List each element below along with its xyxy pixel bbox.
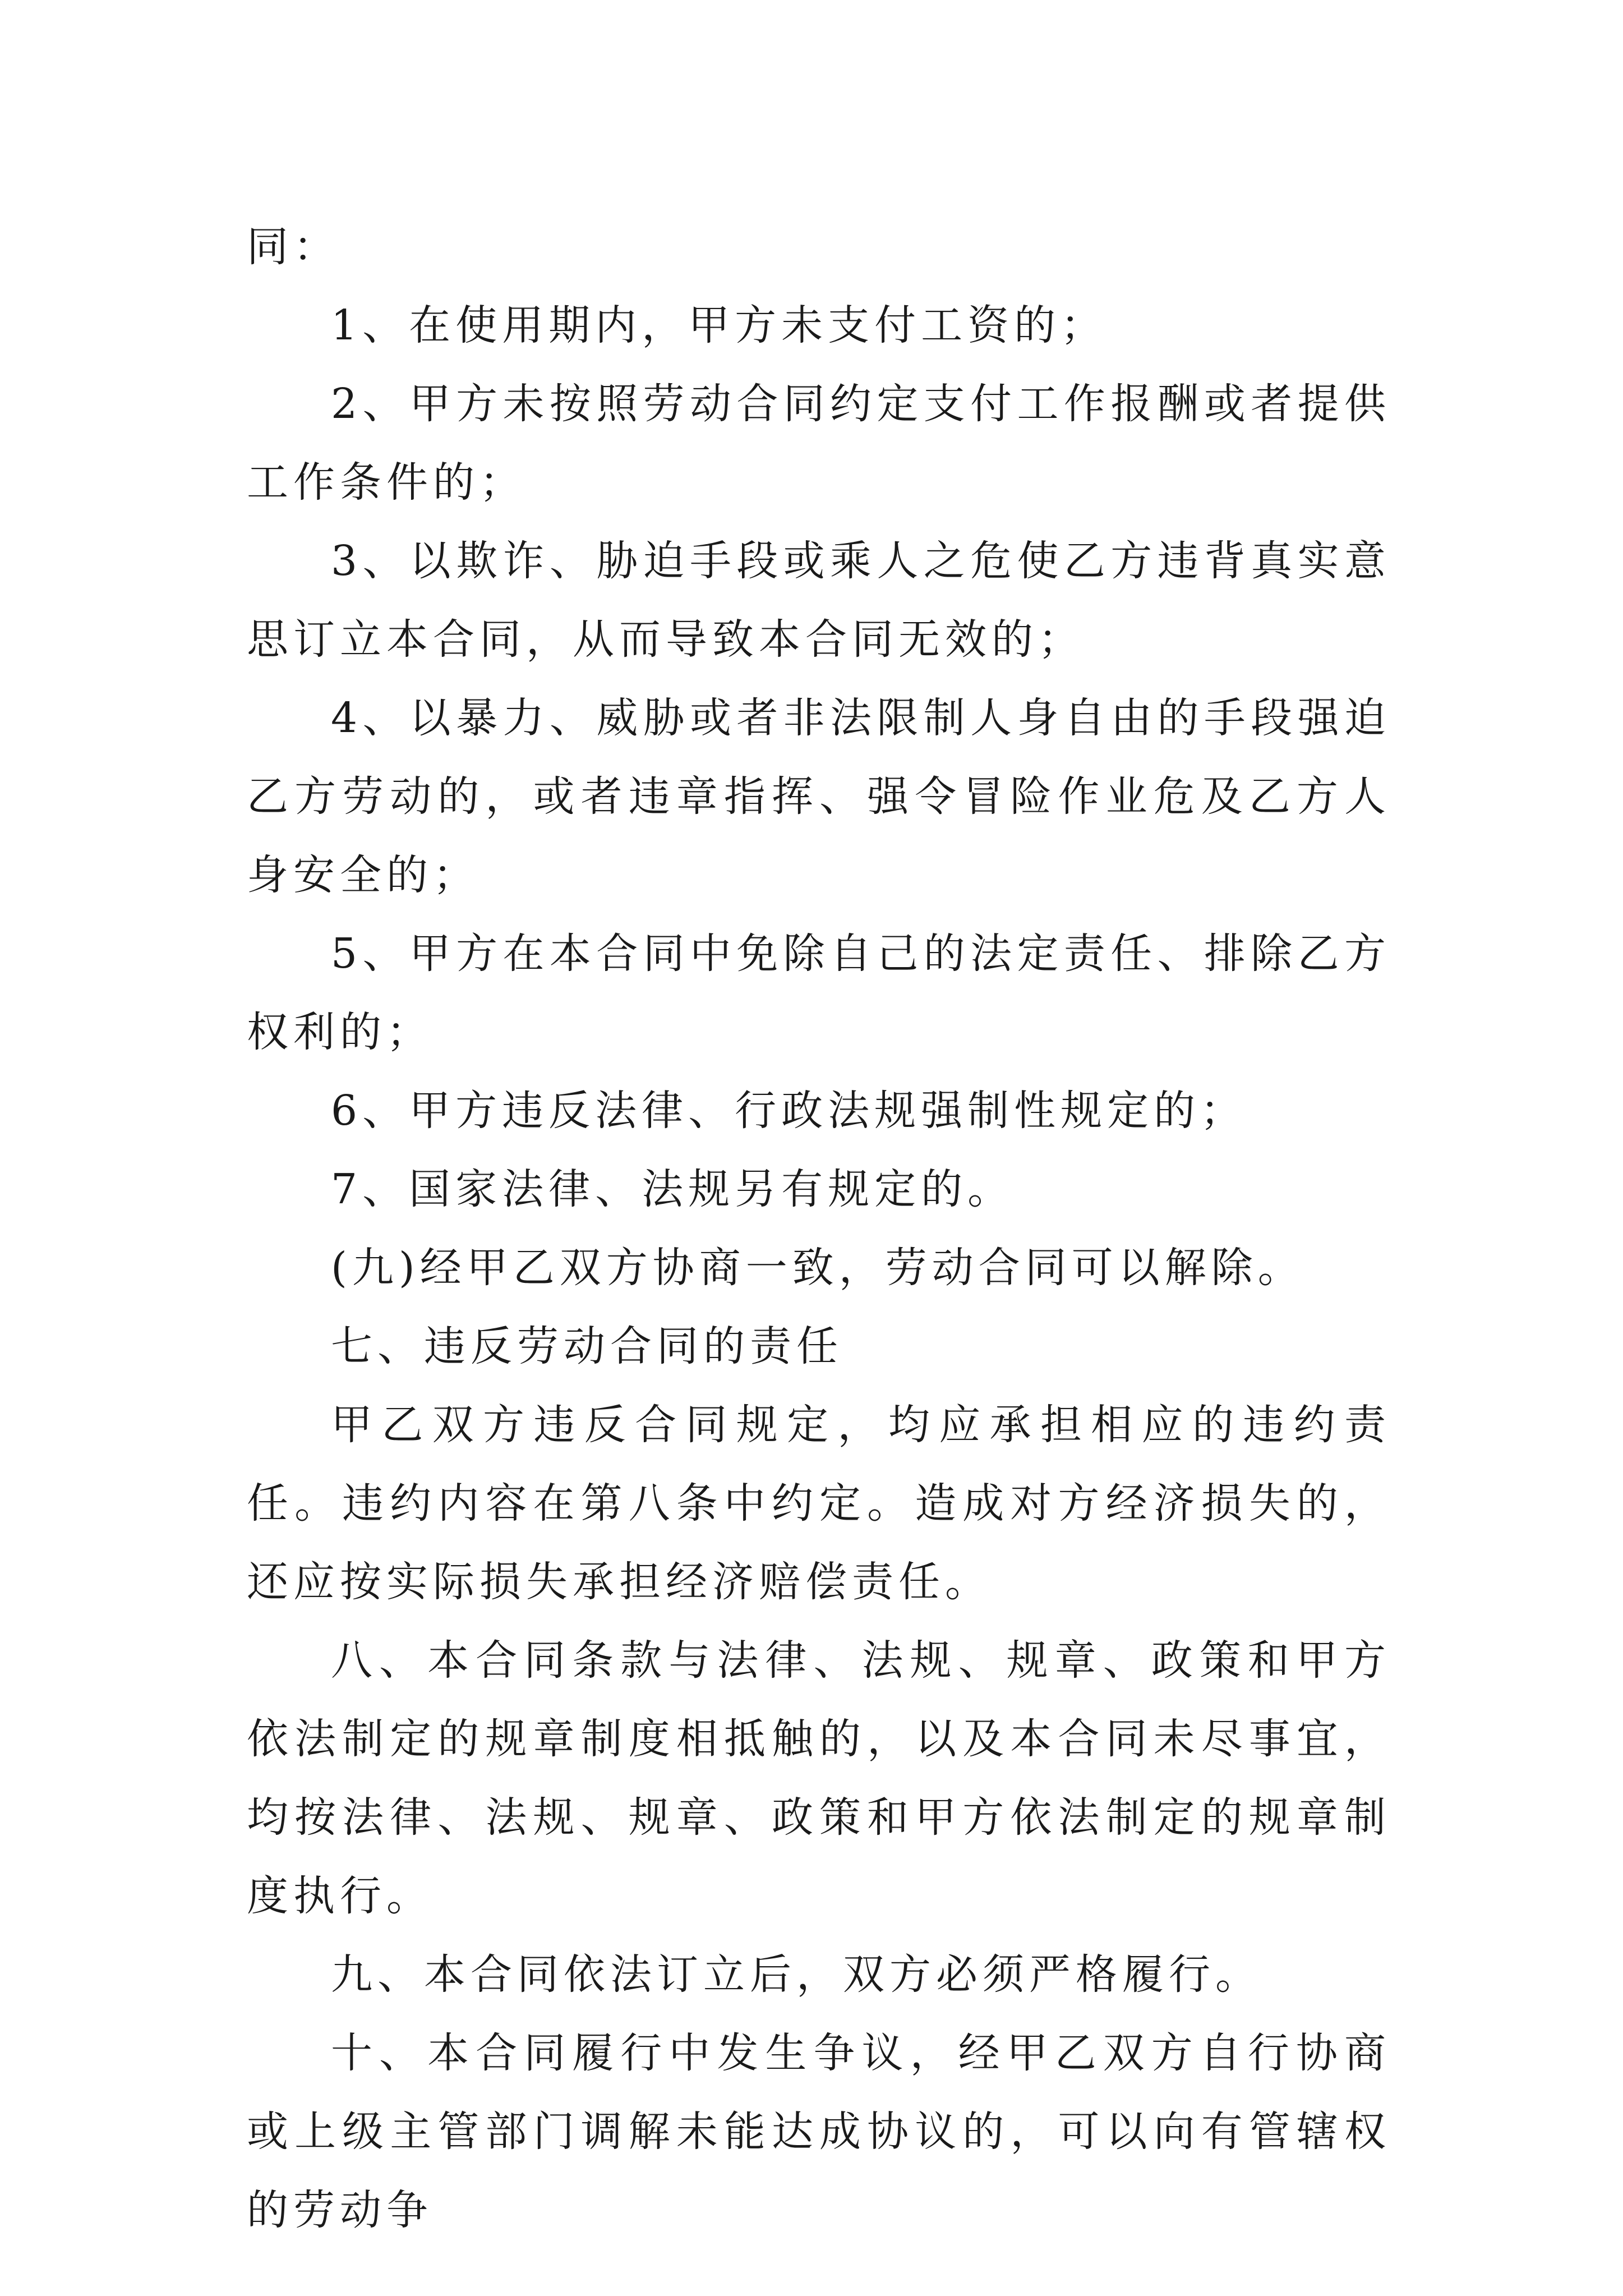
paragraph-liability: 甲乙双方违反合同规定，均应承担相应的违约责任。违约内容在第八条中约定。造成对方经济损失的，还应按实际损失承担经济赔偿责任。 xyxy=(247,1401,1391,1606)
paragraph-continuation: 同： xyxy=(247,223,340,271)
paragraph-item-6: 6、甲方违反法律、行政法规强制性规定的； xyxy=(331,1087,1247,1135)
paragraph-item-3: 3、以欺诈、胁迫手段或乘人之危使乙方违背真实意思订立本合同，从而导致本合同无效的； xyxy=(247,537,1391,664)
paragraph-item-7: 7、国家法律、法规另有规定的。 xyxy=(331,1165,1015,1213)
paragraph-item-4: 4、以暴力、威胁或者非法限制人身自由的手段强迫乙方劳动的，或者违章指挥、强令冒险作业危及乙方人身安全的； xyxy=(247,694,1391,899)
section-10: 十、本合同履行中发生争议，经甲乙双方自行协商或上级主管部门调解未能达成协议的，可以向有管辖权的劳动争 xyxy=(247,2029,1391,2234)
document-body xyxy=(247,208,1391,2249)
section-9: 九、本合同依法订立后，双方必须严格履行。 xyxy=(331,1950,1262,1999)
paragraph-item-1: 1、在使用期内，甲方未支付工资的； xyxy=(331,301,1108,349)
section-heading-7: 七、违反劳动合同的责任 xyxy=(331,1322,843,1370)
paragraph-item-2: 2、甲方未按照劳动合同约定支付工作报酬或者提供工作条件的； xyxy=(247,380,1391,507)
section-8: 八、本合同条款与法律、法规、规章、政策和甲方依法制定的规章制度相抵触的，以及本合同未尽事宜，均按法律、法规、规章、政策和甲方依法制定的规章制度执行。 xyxy=(247,1636,1391,1920)
paragraph-clause-9: (九)经甲乙双方协商一致，劳动合同可以解除。 xyxy=(331,1244,1304,1292)
paragraph-item-5: 5、甲方在本合同中免除自己的法定责任、排除乙方权利的； xyxy=(247,930,1391,1056)
